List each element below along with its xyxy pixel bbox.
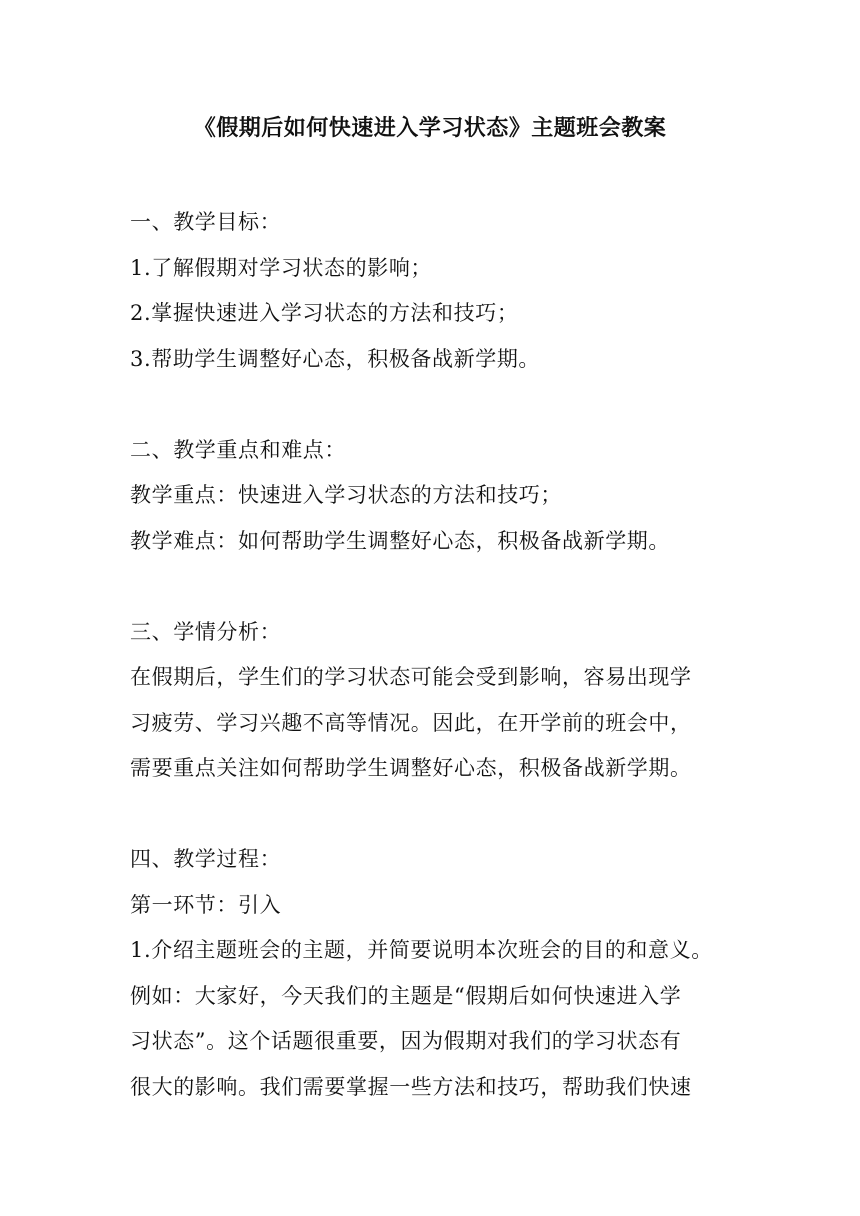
key-point-item: 教学难点：如何帮助学生调整好心态，积极备战新学期。 [130, 528, 670, 553]
analysis-text-line: 在假期后，学生们的学习状态可能会受到影响，容易出现学 [130, 665, 692, 689]
process-text-line: 习状态”。这个话题很重要，因为假期对我们的学习状态有 [130, 1029, 682, 1053]
process-text-line: 很大的影响。我们需要掌握一些方法和技巧，帮助我们快速 [130, 1074, 692, 1099]
objective-item: 1.了解假期对学习状态的影响； [130, 255, 433, 280]
analysis-text-line: 需要重点关注如何帮助学生调整好心态，积极备战新学期。 [130, 756, 692, 780]
paragraph-spacer [130, 792, 770, 838]
paragraph-spacer [130, 564, 770, 610]
analysis-text-line: 习疲劳、学习兴趣不高等情况。因此，在开学前的班会中， [130, 710, 692, 735]
paragraph-spacer [130, 382, 770, 428]
section-heading-process: 四、教学过程： [130, 847, 282, 871]
section-heading-objectives: 一、教学目标： [130, 210, 282, 234]
section-heading-analysis: 三、学情分析： [130, 619, 282, 644]
process-text-line: 1.介绍主题班会的主题，并简要说明本次班会的目的和意义。 [130, 938, 713, 962]
document-body [130, 200, 770, 1110]
key-point-item: 教学重点：快速进入学习状态的方法和技巧； [130, 483, 562, 507]
document-title: 《假期后如何快速进入学习状态》主题班会教案 [193, 115, 667, 141]
section-heading-key-points: 二、教学重点和难点： [130, 437, 346, 462]
process-text-line: 例如：大家好，今天我们的主题是“假期后如何快速进入学 [130, 983, 682, 1008]
process-step-heading: 第一环节：引入 [130, 892, 282, 917]
objective-item: 2.掌握快速进入学习状态的方法和技巧； [130, 301, 519, 325]
objective-item: 3.帮助学生调整好心态，积极备战新学期。 [130, 346, 541, 371]
